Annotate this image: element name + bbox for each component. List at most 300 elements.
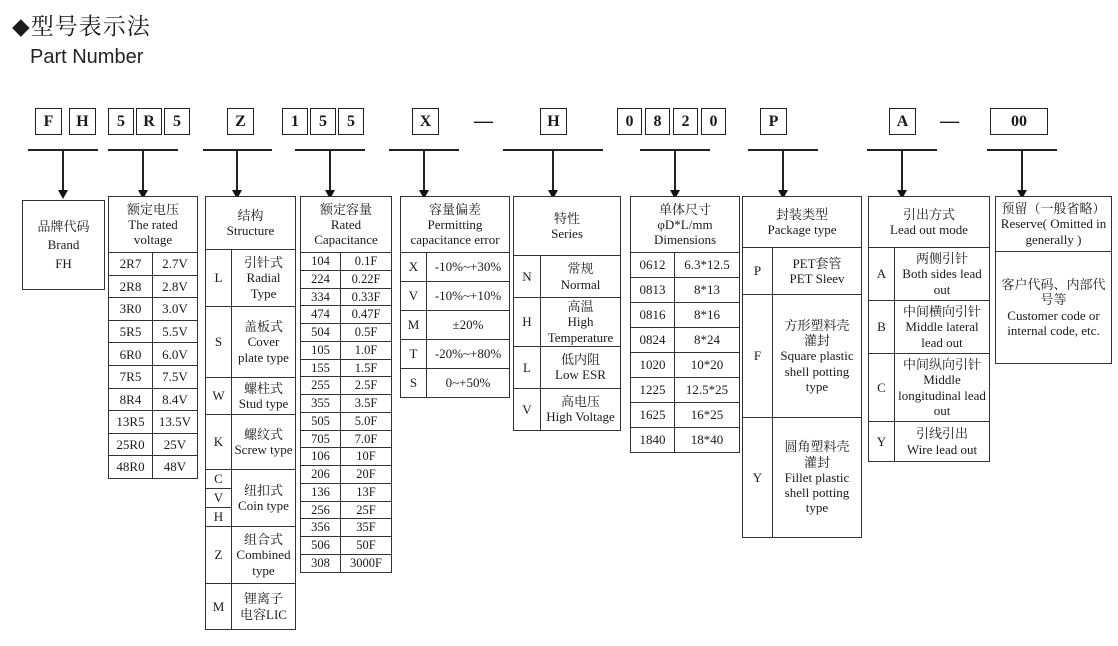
connector-stem [62, 149, 64, 191]
connector-stem [236, 149, 238, 191]
table-row [301, 394, 391, 412]
row-value-cell: 0.5F [354, 325, 378, 339]
voltage-table [108, 196, 198, 479]
row-code-cell: 106 [301, 448, 341, 465]
voltage-header [109, 197, 197, 252]
row-value-cell: 5.0F [354, 413, 378, 428]
row-value-cell: 2.7V [162, 256, 188, 272]
row-code-cell: Y [869, 422, 895, 461]
table-row [301, 465, 391, 483]
row-label-en: Wire lead out [906, 441, 978, 457]
connector-stem [782, 149, 784, 191]
row-label-en: Middle longitudinal lead out [898, 372, 986, 418]
table-row [301, 554, 391, 572]
table-row [109, 433, 197, 456]
row-code-cell: 48R0 [109, 456, 153, 478]
package-header [743, 197, 861, 247]
row-code-cell: 0824 [631, 328, 675, 352]
row-code-cell: X [401, 253, 427, 281]
row-value-cell: 1.5F [354, 360, 378, 375]
row-label-cn: 圆角塑料壳灌封 [784, 439, 850, 470]
capacitance-header [301, 197, 391, 252]
row-label-en: Both sides lead out [902, 266, 982, 297]
connector-stem [142, 149, 144, 191]
table-row [869, 300, 989, 353]
row-code-cell: F [743, 295, 773, 417]
row-label-cn: 两侧引针 [915, 251, 968, 266]
table-row [206, 306, 295, 377]
table-row [206, 583, 295, 629]
row-code-cell: 355 [301, 395, 341, 412]
package-type-table [742, 196, 862, 538]
row-code-cell: B [869, 301, 895, 353]
table-row [301, 518, 391, 536]
part-number-segment-error [412, 108, 439, 135]
connector-structure [203, 149, 272, 199]
row-code-cell: K [206, 415, 232, 469]
row-label-cn: 低内阻 [560, 352, 600, 368]
row-value-cell: -20%~+80% [434, 346, 502, 362]
row-value-cell [773, 248, 861, 294]
package-header-cn: 封装类型 [775, 206, 828, 222]
brand-code: FH [55, 255, 72, 271]
row-code-cell: 256 [301, 502, 341, 519]
row-value-cell: 2.5F [354, 378, 378, 393]
table-row [869, 247, 989, 300]
row-value-cell: 8.4V [162, 391, 188, 407]
row-code-cell: 504 [301, 324, 341, 341]
table-row [743, 417, 861, 537]
row-value-cell: 12.5*25 [685, 382, 729, 398]
row-code-cell: 0816 [631, 303, 675, 327]
table-row [631, 277, 739, 302]
row-value-cell: 13.5V [158, 414, 192, 430]
part-number-char-box: 0 [701, 108, 726, 135]
row-code-cell: H [206, 507, 231, 526]
row-value-cell: 0.33F [351, 289, 381, 304]
row-code-cell: 356 [301, 519, 341, 536]
row-code-cell: 1625 [631, 403, 675, 427]
connector-stem [552, 149, 554, 191]
row-code-cell: 8R4 [109, 389, 153, 411]
part-number-char-box: 1 [282, 108, 308, 135]
row-label-en: Square plastic shell potting type [780, 348, 854, 394]
dimensions-header-cn: 单体尺寸 [658, 201, 711, 217]
row-value-cell [232, 307, 295, 377]
part-number-char-box: Z [227, 108, 254, 135]
connector-leadout [867, 149, 937, 199]
structure-header-cn: 结构 [237, 207, 264, 223]
part-number-char-box: F [35, 108, 62, 135]
row-value-cell: 8*16 [694, 307, 720, 323]
table-row [206, 526, 295, 583]
row-code-cell: V [206, 488, 231, 507]
table-row [206, 249, 295, 306]
table-row [206, 469, 295, 526]
table-row [401, 339, 509, 368]
table-row [301, 501, 391, 519]
reserve-header-cn: 预留（一般省略） [1001, 201, 1106, 216]
dimensions-table [630, 196, 740, 453]
part-number-char-box: H [540, 108, 567, 135]
table-row [109, 365, 197, 388]
leadout-header-en: Lead out mode [890, 222, 968, 237]
table-row [301, 270, 391, 288]
table-row [206, 414, 295, 469]
row-code-cell: V [514, 389, 541, 430]
table-row [631, 352, 739, 377]
table-row [301, 305, 391, 323]
row-label-cn: 螺纹式 [243, 426, 283, 442]
table-row [514, 388, 620, 430]
row-code-cell: 255 [301, 377, 341, 394]
part-number-char-box: 0 [617, 108, 642, 135]
row-label-cn: 盖板式 [243, 319, 283, 334]
row-value-cell [541, 298, 620, 346]
row-value-cell [232, 470, 295, 526]
table-row [401, 281, 509, 310]
part-number-segment-brand [35, 108, 96, 135]
connector-voltage [108, 149, 178, 199]
row-value-cell: 3.0V [162, 301, 188, 317]
row-value-cell: 7.5V [162, 369, 188, 385]
table-row [206, 377, 295, 414]
part-number-char-box: 5 [164, 108, 190, 135]
table-row [109, 455, 197, 478]
table-row [109, 252, 197, 275]
row-value-cell: 20F [356, 467, 376, 481]
part-number-char-box: A [889, 108, 916, 135]
row-code-cell: 105 [301, 342, 341, 359]
table-row [301, 483, 391, 501]
row-label-cn: 纽扣式 [243, 482, 283, 498]
part-number-segment-structure [227, 108, 254, 135]
capacitance-table [300, 196, 392, 573]
table-row [301, 430, 391, 448]
row-code-cell: Y [743, 418, 773, 537]
part-number-char-box: 8 [645, 108, 670, 135]
part-number-char-box: R [136, 108, 162, 135]
table-row [514, 346, 620, 388]
row-value-cell [773, 418, 861, 537]
part-number-char-box: P [760, 108, 787, 135]
connector-stem [674, 149, 676, 191]
part-number-char-box: H [69, 108, 96, 135]
row-label-en: Coin type [238, 498, 289, 513]
leadout-header [869, 197, 989, 247]
row-label-cn: 引线引出 [915, 426, 968, 442]
row-value-cell [895, 248, 989, 300]
row-label-cn: 高温 [567, 299, 594, 314]
row-code-stack [206, 470, 232, 526]
row-code-cell: 474 [301, 306, 341, 323]
part-number-char-box: 00 [990, 108, 1048, 135]
row-value-cell [895, 422, 989, 461]
row-value-cell: 25V [163, 436, 187, 452]
part-number-segment-package [760, 108, 787, 135]
row-label-en: Combined type [236, 547, 291, 578]
row-code-cell: 5R5 [109, 321, 153, 343]
capacitance-header-cn: 额定容量 [319, 201, 372, 217]
reserve-header [996, 197, 1111, 251]
down-arrow-icon [58, 190, 68, 199]
row-value-cell: -10%~+30% [434, 259, 502, 275]
series-header-cn: 特性 [553, 210, 580, 226]
row-value-cell: 48V [163, 459, 187, 475]
row-label-en: PET Sleev [789, 271, 845, 286]
row-code-cell: M [206, 584, 232, 629]
voltage-header-cn: 额定电压 [126, 201, 179, 217]
connector-package [748, 149, 818, 199]
row-value-cell: 35F [356, 520, 376, 535]
row-code-cell: 6R0 [109, 343, 153, 365]
lead-out-mode-table [868, 196, 990, 462]
table-row [109, 297, 197, 320]
row-value-cell: 10*20 [690, 357, 724, 373]
row-code-cell: L [206, 250, 232, 306]
connector-reserve [987, 149, 1057, 199]
connector-series [503, 149, 603, 199]
row-value-cell: 50F [356, 538, 376, 552]
page-title-en: Part Number [30, 46, 144, 68]
table-row [631, 327, 739, 352]
table-row [869, 421, 989, 461]
row-value-cell [232, 250, 295, 306]
row-code-cell: 206 [301, 466, 341, 483]
row-value-cell: 3000F [350, 555, 382, 570]
row-code-cell: 1020 [631, 353, 675, 377]
table-row [401, 368, 509, 397]
part-number-segment-reserve [990, 108, 1048, 135]
row-code-cell: L [514, 347, 541, 388]
table-row [631, 377, 739, 402]
row-label-cn: 引针式 [243, 255, 283, 270]
row-value-cell [541, 256, 620, 297]
row-value-cell [541, 347, 620, 388]
series-header [514, 197, 620, 255]
row-code-cell: A [869, 248, 895, 300]
row-code-cell: S [401, 369, 427, 397]
table-row [743, 294, 861, 417]
dimensions-header-sub: φD*L/mm [657, 216, 713, 232]
error-header-cn: 容量偏差 [428, 201, 481, 217]
row-value-cell: 0.22F [351, 271, 381, 286]
row-code-cell: 0813 [631, 278, 675, 302]
table-row [301, 359, 391, 377]
error-header [401, 197, 509, 252]
row-code-cell: T [401, 340, 427, 368]
connector-stem [1021, 149, 1023, 191]
row-code-cell: N [514, 256, 541, 297]
row-code-cell: 104 [301, 253, 341, 270]
table-row [301, 376, 391, 394]
row-value-cell: -10%~+10% [434, 288, 502, 304]
row-label-cn: 组合式 [243, 532, 283, 547]
row-value-cell: 13F [356, 484, 376, 499]
connector-error [389, 149, 459, 199]
part-number-char-box: X [412, 108, 439, 135]
row-value-cell: 2.8V [162, 278, 188, 294]
row-code-cell: 505 [301, 413, 341, 430]
row-label-en: High Voltage [546, 409, 615, 425]
connector-stem [423, 149, 425, 191]
row-value-cell: 6.0V [162, 346, 188, 362]
row-value-cell [773, 295, 861, 417]
error-header-en: Permitting capacitance error [410, 216, 500, 248]
row-value-cell: 18*40 [690, 432, 724, 448]
row-value-cell: 25F [356, 502, 376, 517]
row-value-cell: 5.5V [162, 323, 188, 339]
part-number-char-box: 5 [338, 108, 364, 135]
row-value-cell: ±20% [452, 317, 484, 333]
row-code-cell: Z [206, 527, 232, 583]
reserve-body [996, 251, 1111, 363]
row-label-en: High Temperature [547, 314, 614, 345]
row-code-cell: 3R0 [109, 298, 153, 320]
row-code-cell: 1225 [631, 378, 675, 402]
row-code-cell: 506 [301, 537, 341, 554]
table-row [743, 247, 861, 294]
row-code-cell: 155 [301, 360, 341, 377]
row-label-en: Fillet plastic shell potting type [784, 469, 850, 516]
row-code-cell: V [401, 282, 427, 310]
row-value-cell: 3.5F [354, 396, 378, 410]
reserve-body-en: Customer code or internal code, etc. [1007, 307, 1100, 338]
table-row [301, 252, 391, 270]
row-value-cell: 1.0F [354, 342, 378, 357]
series-header-en: Series [551, 226, 583, 241]
row-code-cell: 13R5 [109, 411, 153, 433]
row-value-cell [895, 354, 989, 421]
table-row [301, 323, 391, 341]
brand-label-en: Brand [47, 237, 80, 253]
row-value-cell [541, 389, 620, 430]
table-row [301, 447, 391, 465]
table-row [514, 255, 620, 297]
row-code-cell: 1840 [631, 428, 675, 452]
part-number-segment-series [540, 108, 567, 135]
part-number-char-box: 5 [310, 108, 336, 135]
row-label-en: Screw type [234, 442, 293, 457]
part-number-segment-dimensions [617, 108, 726, 135]
row-code-cell: C [869, 354, 895, 421]
row-label-en: Cover plate type [238, 334, 289, 365]
row-code-cell: 7R5 [109, 366, 153, 388]
row-value-cell [232, 415, 295, 469]
series-table [513, 196, 621, 431]
row-code-cell: P [743, 248, 773, 294]
connector-brand [28, 149, 98, 199]
row-code-cell: 308 [301, 555, 341, 572]
row-code-cell: 0612 [631, 253, 675, 277]
row-code-cell: W [206, 378, 232, 414]
connector-dimensions [640, 149, 710, 199]
row-label-cn: 方形塑料壳灌封 [784, 317, 850, 348]
row-value-cell: 8*13 [694, 282, 720, 298]
brand-box [22, 200, 105, 290]
row-label-en: Low ESR [555, 367, 606, 383]
part-number-char-box: 2 [673, 108, 698, 135]
row-value-cell: 6.3*12.5 [684, 257, 730, 273]
row-label-cn: PET套管 [792, 255, 842, 271]
row-value-cell: 0.47F [351, 307, 381, 322]
row-label-en: Normal [560, 276, 601, 292]
table-row [631, 252, 739, 277]
row-code-cell: M [401, 311, 427, 339]
row-code-cell: 25R0 [109, 434, 153, 456]
row-label-en: Stud type [238, 396, 289, 411]
reserve-body-cn: 客户代码、内部代号等 [1001, 276, 1106, 308]
table-row [109, 388, 197, 411]
package-header-en: Package type [767, 222, 837, 237]
table-row [301, 536, 391, 554]
table-row [301, 288, 391, 306]
row-code-cell: 224 [301, 271, 341, 288]
row-value-cell: 10F [356, 449, 376, 464]
row-label-cn: 高电压 [560, 394, 600, 410]
row-label-cn: 中间纵向引针 [902, 356, 981, 372]
dash-separator: — [940, 110, 959, 132]
table-row [631, 402, 739, 427]
table-row [401, 310, 509, 339]
row-code-cell: S [206, 307, 232, 377]
row-code-cell: 136 [301, 484, 341, 501]
row-value-cell [232, 527, 295, 583]
brand-label-cn: 品牌代码 [37, 219, 90, 234]
row-value-cell: 16*25 [690, 407, 724, 423]
row-label-cn: 螺柱式 [243, 380, 283, 396]
part-number-segment-capacitance [282, 108, 364, 135]
row-value-cell [895, 301, 989, 353]
row-value-cell: 7.0F [354, 431, 378, 446]
row-label-en: Radial Type [246, 270, 281, 301]
row-value-cell [232, 378, 295, 414]
table-row [514, 297, 620, 346]
connector-capacitance [295, 149, 365, 199]
table-row [109, 410, 197, 433]
structure-table [205, 196, 296, 630]
row-label-en: 电容LIC [240, 606, 287, 622]
capacitance-header-en: Rated Capacitance [314, 216, 378, 248]
structure-header-en: Structure [226, 223, 275, 238]
structure-header [206, 197, 295, 249]
row-code-cell: 334 [301, 289, 341, 306]
row-label-cn: 中间横向引针 [902, 303, 981, 319]
row-code-cell: 705 [301, 431, 341, 448]
table-row [109, 275, 197, 298]
row-value-cell: 8*24 [694, 332, 720, 348]
connector-stem [901, 149, 903, 191]
row-code-cell: 2R7 [109, 253, 153, 275]
capacitance-error-table [400, 196, 510, 398]
table-row [631, 302, 739, 327]
dimensions-header-en: Dimensions [653, 232, 717, 248]
part-number-segment-leadout [889, 108, 916, 135]
row-label-en: Middle lateral lead out [905, 319, 979, 350]
leadout-header-cn: 引出方式 [902, 206, 955, 222]
row-code-cell: 2R8 [109, 276, 153, 298]
page-title-cn: ◆型号表示法 [12, 13, 151, 39]
row-code-cell: H [514, 298, 541, 346]
row-code-cell: C [214, 471, 223, 487]
row-label-cn: 锂离子 [243, 591, 283, 607]
table-row [869, 353, 989, 421]
row-value-cell: 0~+50% [445, 375, 491, 391]
part-number-char-box: 5 [108, 108, 134, 135]
table-row [401, 252, 509, 281]
row-label-cn: 常规 [567, 261, 594, 277]
table-row [301, 412, 391, 430]
